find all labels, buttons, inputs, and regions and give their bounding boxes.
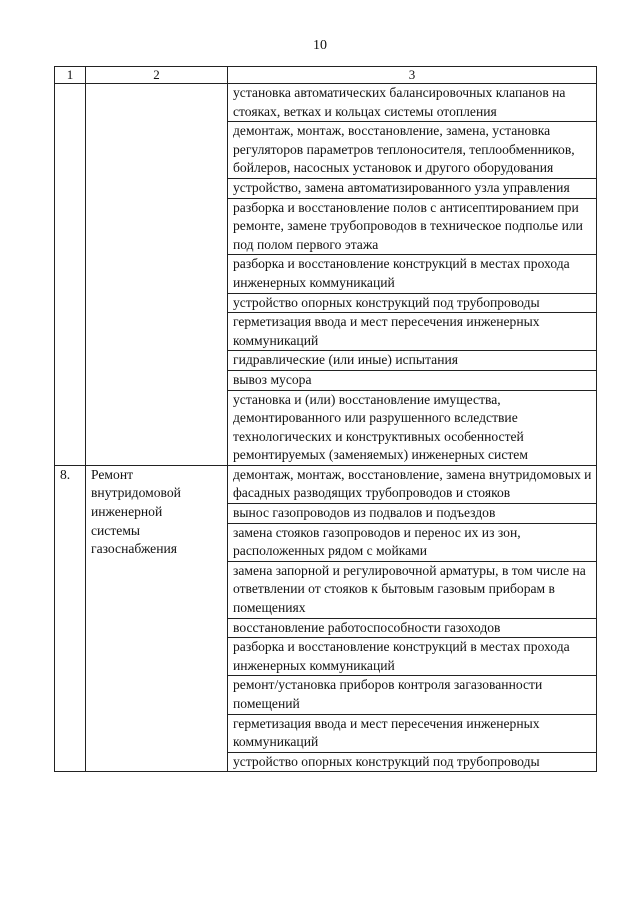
section-name-line: Ремонт — [91, 466, 134, 482]
section-name-line: инженерной — [91, 504, 163, 520]
header-col-3: 3 — [228, 67, 597, 84]
work-item: восстановление работоспособности газоходов — [228, 618, 597, 638]
section-name — [86, 84, 228, 466]
section-name-line: внутридомовой — [91, 485, 181, 501]
section-number — [55, 84, 86, 466]
work-item: установка и (или) восстановление имущества, демонтированного или разрушенного вследствие технологических и конструктивных особенностей ремонтируемых (заменяемых) инженерных систем — [228, 390, 597, 465]
work-item: устройство, замена автоматизированного узла управления — [228, 178, 597, 198]
work-item: устройство опорных конструкций под трубопроводы — [228, 752, 597, 772]
header-col-1: 1 — [55, 67, 86, 84]
work-item: разборка и восстановление конструкций в местах прохода инженерных коммуникаций — [228, 638, 597, 676]
work-item: разборка и восстановление конструкций в местах прохода инженерных коммуникаций — [228, 255, 597, 293]
work-item: вывоз мусора — [228, 370, 597, 390]
table-row — [55, 465, 597, 503]
section-name-line: системы — [91, 522, 141, 538]
section-number: 8. — [55, 465, 86, 772]
work-item: гидравлические (или иные) испытания — [228, 351, 597, 371]
work-item: устройство опорных конструкций под трубопроводы — [228, 293, 597, 313]
work-item: демонтаж, монтаж, восстановление, замена внутридомовых и фасадных разводящих трубопроводов и стояков — [228, 465, 597, 503]
work-item: герметизация ввода и мест пересечения инженерных коммуникаций — [228, 313, 597, 351]
table-body — [55, 84, 597, 772]
page-number: 10 — [313, 38, 327, 53]
work-item: замена запорной и регулировочной арматуры, в том числе на ответвлении от стояков к бытовым газовым приборам в помещениях — [228, 561, 597, 618]
header-col-2: 2 — [86, 67, 228, 84]
work-item: вынос газопроводов из подвалов и подъездов — [228, 504, 597, 524]
work-item: демонтаж, монтаж, восстановление, замена, установка регуляторов параметров теплоносителя, теплообменников, бойлеров, насосных установок и другого оборудования — [228, 122, 597, 179]
works-table — [54, 66, 597, 772]
section-name-line: газоснабжения — [91, 541, 178, 557]
work-item: установка автоматических балансировочных клапанов на стояках, ветках и кольцах системы отопления — [228, 84, 597, 122]
work-item: ремонт/установка приборов контроля загазованности помещений — [228, 676, 597, 714]
work-item: замена стояков газопроводов и перенос их из зон, расположенных рядом с мойками — [228, 523, 597, 561]
section-name — [86, 465, 228, 772]
table-row — [55, 84, 597, 122]
work-item: разборка и восстановление полов с антисептированием при ремонте, замене трубопроводов в техническое подполье или под полом первого этажа — [228, 198, 597, 255]
table-header-row — [55, 67, 597, 84]
work-item: герметизация ввода и мест пересечения инженерных коммуникаций — [228, 714, 597, 752]
